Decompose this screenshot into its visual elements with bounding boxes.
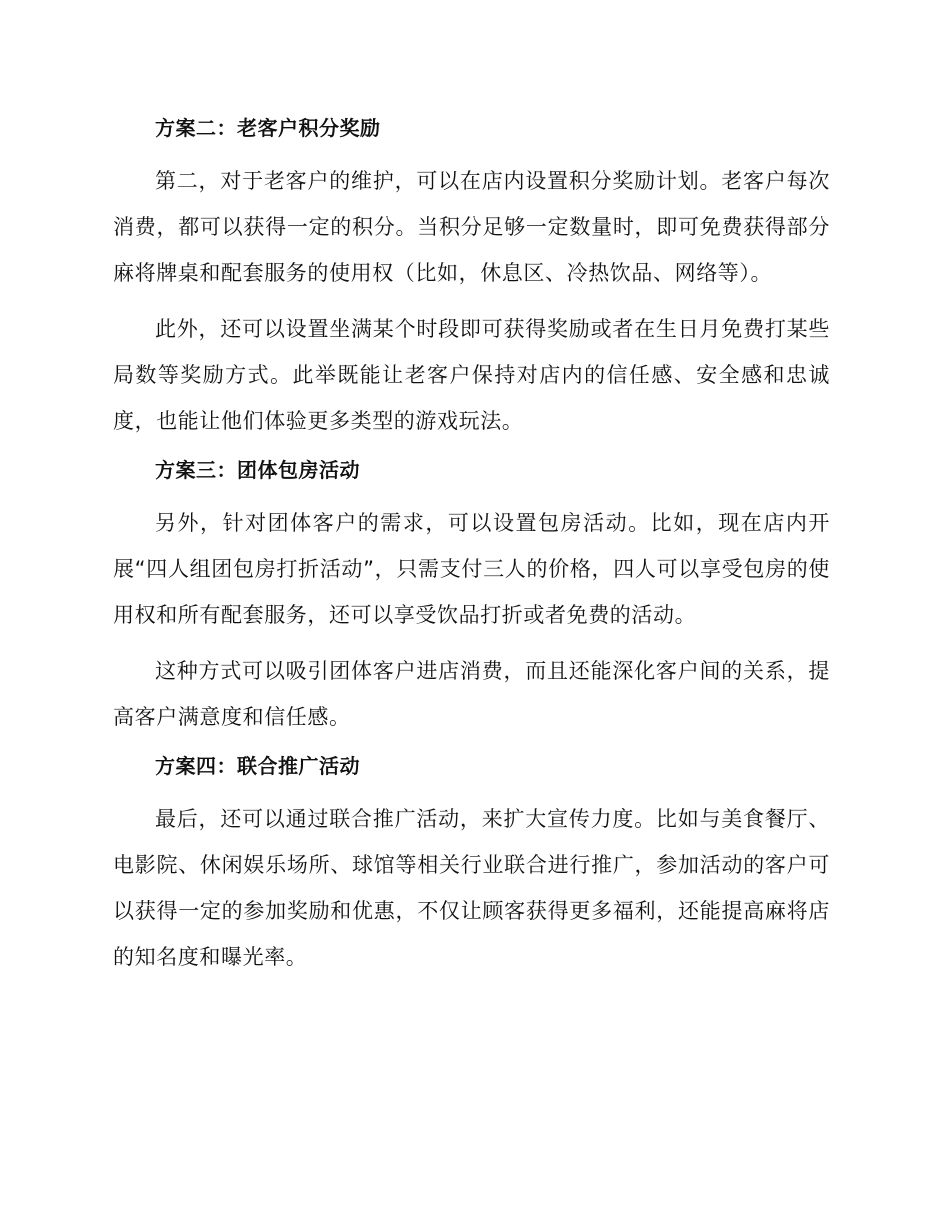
section-plan-four <box>113 750 830 980</box>
paragraph: 第二，对于老客户的维护，可以在店内设置积分奖励计划。老客户每次消费，都可以获得一定的积分。当积分足够一定数量时，即可免费获得部分麻将牌桌和配套服务的使用权（比如，休息区、冷热饮品、网络等）。 <box>113 169 830 285</box>
paragraph: 此外，还可以设置坐满某个时段即可获得奖励或者在生日月免费打某些局数等奖励方式。此举既能让老客户保持对店内的信任感、安全感和忠诚度，也能让他们体验更多类型的游戏玩法。 <box>113 317 830 433</box>
section-heading: 方案四：联合推广活动 <box>155 754 360 778</box>
section-plan-three <box>113 454 830 740</box>
section-plan-two <box>113 112 830 444</box>
paragraph: 最后，还可以通过联合推广活动，来扩大宣传力度。比如与美食餐厅、电影院、休闲娱乐场所、球馆等相关行业联合进行推广，参加活动的客户可以获得一定的参加奖励和优惠，不仅让顾客获得更多福利，还能提高麻将店的知名度和曝光率。 <box>113 807 830 969</box>
section-heading: 方案三：团体包房活动 <box>155 458 360 482</box>
paragraph: 另外，针对团体客户的需求，可以设置包房活动。比如，现在店内开展“四人组团包房打折活动”，只需支付三人的价格，四人可以享受包房的使用权和所有配套服务，还可以享受饮品打折或者免费的活动。 <box>113 511 830 627</box>
document-body <box>113 112 830 990</box>
section-heading: 方案二：老客户积分奖励 <box>155 116 381 140</box>
paragraph: 这种方式可以吸引团体客户进店消费，而且还能深化客户间的关系，提高客户满意度和信任感。 <box>113 659 830 729</box>
